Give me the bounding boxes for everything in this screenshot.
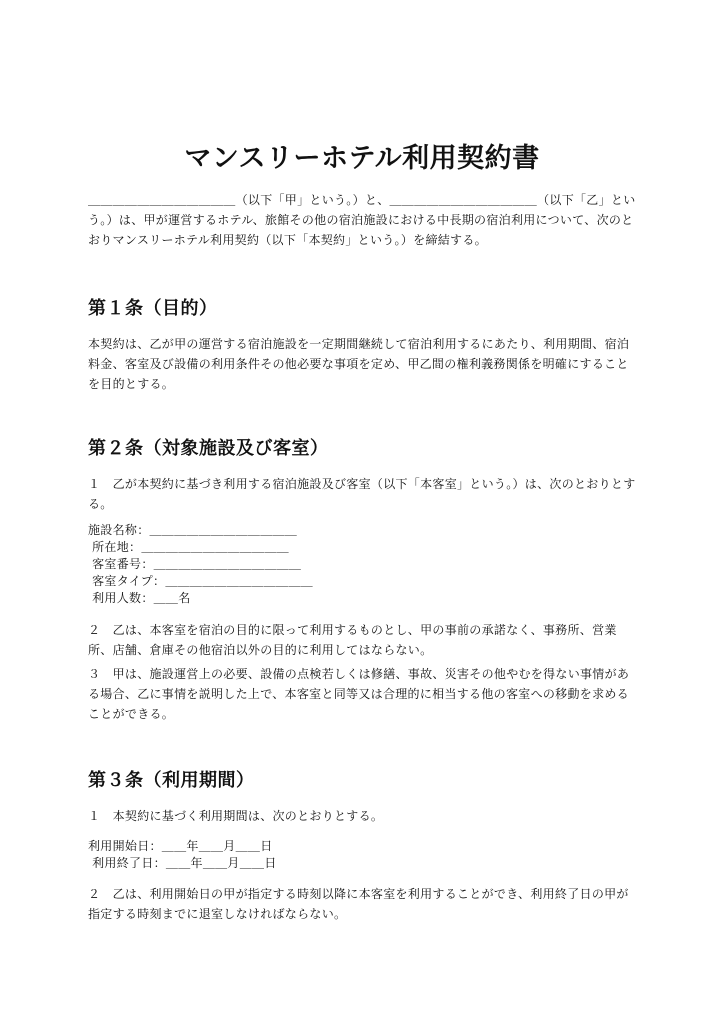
article1-body: 本契約は、乙が甲の運営する宿泊施設を一定期間継続して宿泊利用するにあたり、利用期間、宿泊料金、客室及び設備の利用条件その他必要な事項を定め、甲乙間の権利義務関係を明確にすることを目的とする。 (88, 337, 630, 391)
address-field: 所在地：＿＿＿＿＿＿＿＿＿＿＿＿ (88, 540, 289, 554)
room-number-field: 客室番号：＿＿＿＿＿＿＿＿＿＿＿＿ (88, 557, 302, 571)
article2-heading: 第２条（対象施設及び客室） (88, 438, 329, 459)
article1-heading: 第１条（目的） (88, 298, 218, 319)
preamble-paragraph: ＿＿＿＿＿＿＿＿＿＿＿＿（以下「甲」という。）と、＿＿＿＿＿＿＿＿＿＿＿＿（以下「乙」という。）は、甲が運営するホテル、旅館その他の宿泊施設における中長期の宿泊利用について、次のとおりマンスリーホテル利用契約（以下「本契約」という。）を締結する。 (88, 193, 636, 247)
room-type-field: 客室タイプ：＿＿＿＿＿＿＿＿＿＿＿＿ (88, 574, 313, 588)
start-date-field: 利用開始日：＿＿年＿＿月＿＿日 (88, 839, 273, 853)
article2-paragraph-1: １ 乙が本契約に基づき利用する宿泊施設及び客室（以下「本客室」という。）は、次のとおりとする。 (88, 477, 636, 511)
article3-heading: 第３条（利用期間） (88, 770, 255, 791)
facility-name-field: 施設名称：＿＿＿＿＿＿＿＿＿＿＿＿ (88, 523, 298, 537)
article2-paragraph-2: ２ 乙は、本客室を宿泊の目的に限って利用するものとし、甲の事前の承諾なく、事務所、営業所、店舗、倉庫その他宿泊以外の目的に利用してはならない。 (88, 623, 617, 657)
document-title: マンスリーホテル利用契約書 (184, 143, 540, 175)
end-date-field: 利用終了日：＿＿年＿＿月＿＿日 (88, 856, 277, 870)
occupancy-field: 利用人数：＿＿名 (88, 591, 191, 605)
article3-paragraph-1: １ 本契約に基づく利用期間は、次のとおりとする。 (88, 809, 384, 823)
article2-paragraph-3: ３ 甲は、施設運営上の必要、設備の点検若しくは修繕、事故、災害その他やむを得ない事情がある場合、乙に事情を説明した上で、本客室と同等又は合理的に相当する他の客室への移動を求めることができる。 (88, 667, 630, 721)
article3-paragraph-2: ２ 乙は、利用開始日の甲が指定する時刻以降に本客室を利用することができ、利用終了日の甲が指定する時刻までに退室しなければならない。 (88, 887, 629, 921)
